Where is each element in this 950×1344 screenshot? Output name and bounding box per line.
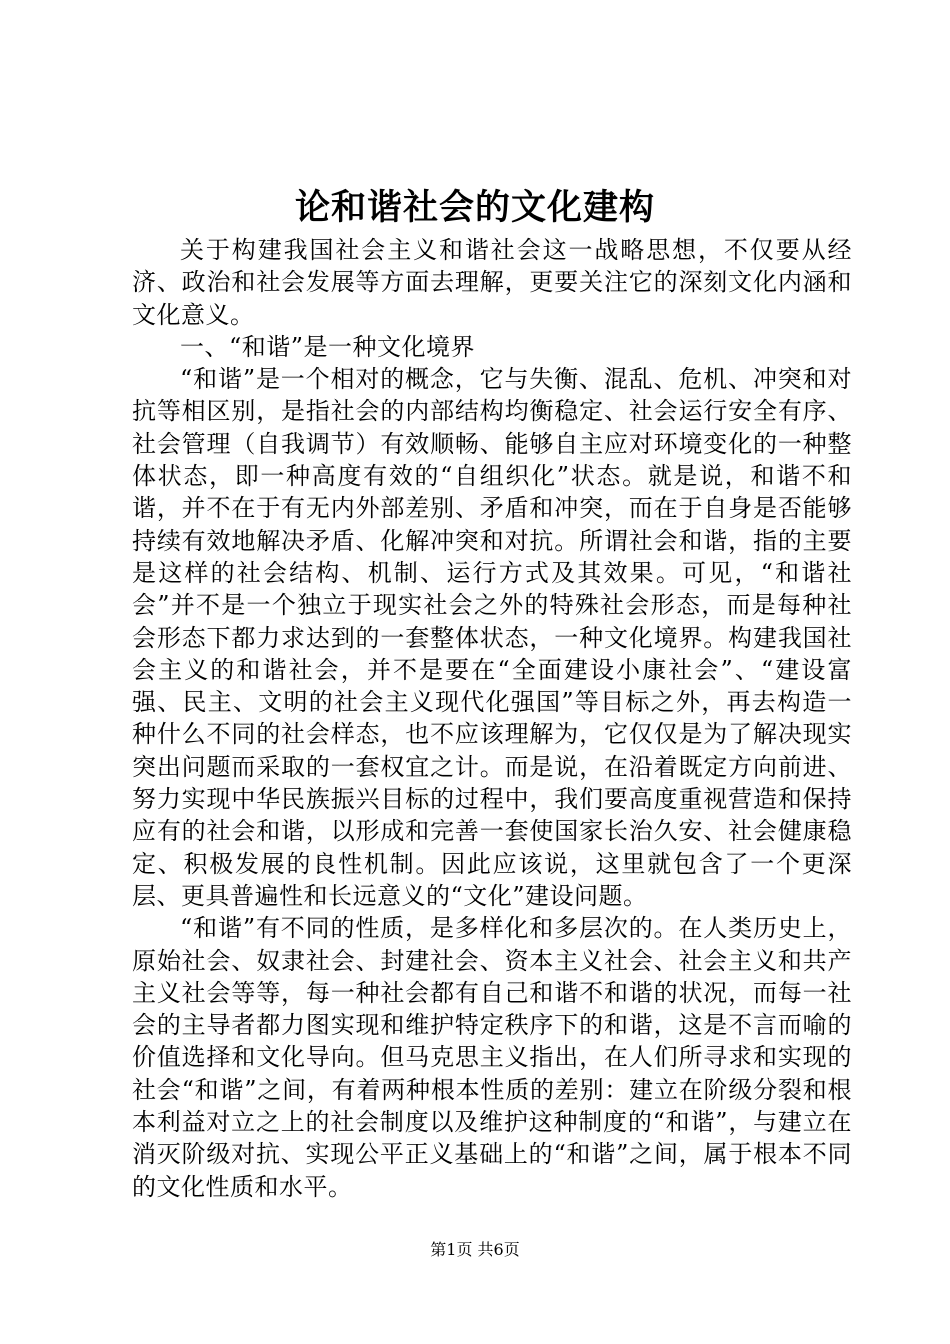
- section-heading: 一、“和谐”是一种文化境界: [180, 332, 476, 361]
- intro-paragraph: 关于构建我国社会主义和谐社会这一战略思想，不仅要从经济、政治和社会发展等方面去理解，更要关注它的深刻文化内涵和文化意义。: [132, 236, 852, 329]
- document-body: [132, 234, 852, 1203]
- body-paragraph: “和谐”有不同的性质，是多样化和多层次的。在人类历史上，原始社会、奴隶社会、封建社会、资本主义社会、社会主义和共产主义社会等等，每一种社会都有自己和谐不和谐的状况，而每一社会的主导者都力图实现和维护特定秩序下的和谐，这是不言而喻的价值选择和文化导向。但马克思主义指出，在人们所寻求和实现的社会“和谐”之间，有着两种根本性质的差别：建立在阶级分裂和根本利益对立之上的社会制度以及维护这种制度的“和谐”，与建立在消灭阶级对抗、实现公平正义基础上的“和谐”之间，属于根本不同的文化性质和水平。: [132, 914, 852, 1201]
- document-title: 论和谐社会的文化建构: [294, 187, 655, 228]
- body-paragraph: “和谐”是一个相对的概念，它与失衡、混乱、危机、冲突和对抗等相区别，是指社会的内部结构均衡稳定、社会运行安全有序、社会管理（自我调节）有效顺畅、能够自主应对环境变化的一种整体状态，即一种高度有效的“自组织化”状态。就是说，和谐不和谐，并不在于有无内外部差别、矛盾和冲突，而在于自身是否能够持续有效地解决矛盾、化解冲突和对抗。所谓社会和谐，指的主要是这样的社会结构、机制、运行方式及其效果。可见，“和谐社会”并不是一个独立于现实社会之外的特殊社会形态，而是每种社会形态下都力求达到的一套整体状态，一种文化境界。构建我国社会主义的和谐社会，并不是要在“全面建设小康社会”、“建设富强、民主、文明的社会主义现代化强国”等目标之外，再去构造一种什么不同的社会样态，也不应该理解为，它仅仅是为了解决现实突出问题而采取的一套权宜之计。而是说，在沿着既定方向前进、努力实现中华民族振兴目标的过程中，我们要高度重视营造和保持应有的社会和谐，以形成和完善一套使国家长治久安、社会健康稳定、积极发展的良性机制。因此应该说，这里就包含了一个更深层、更具普遍性和长远意义的“文化”建设问题。: [132, 365, 852, 910]
- page-footer: 第1页 共6页: [430, 1240, 520, 1259]
